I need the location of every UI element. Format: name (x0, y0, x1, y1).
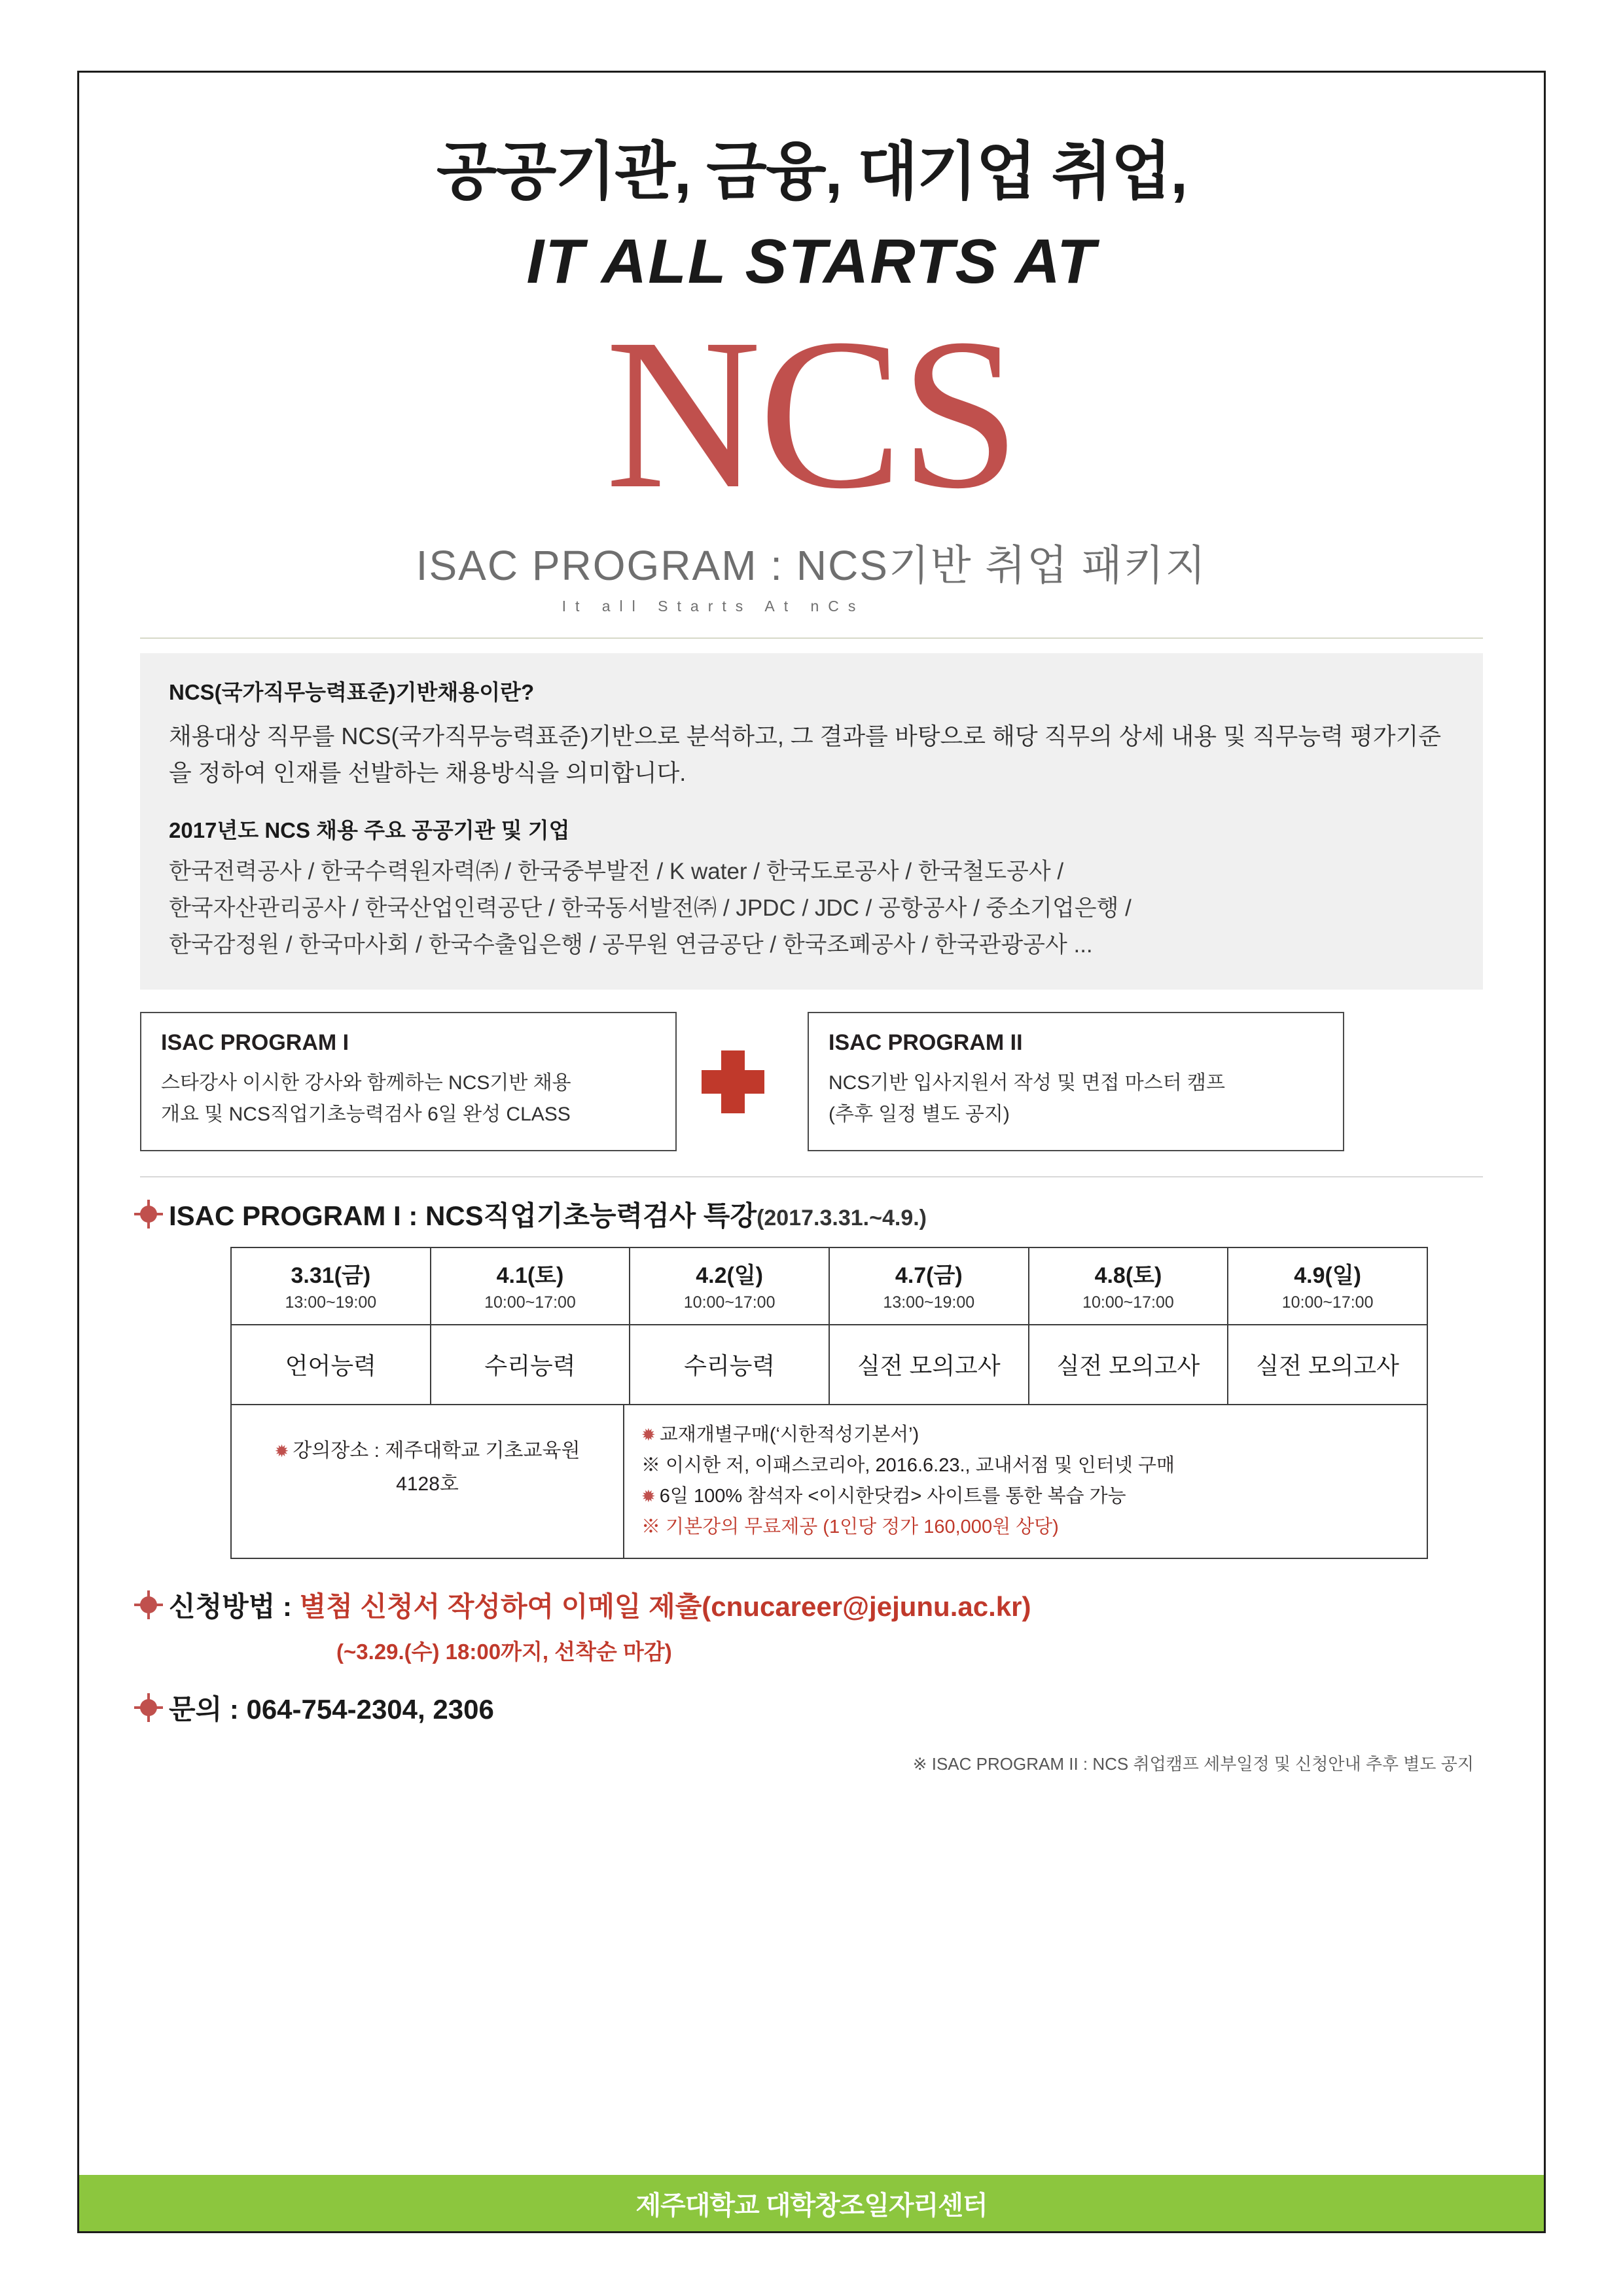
note-row-2 (641, 1450, 1410, 1481)
schedule-time: 10:00~17:00 (683, 1293, 776, 1312)
table-cell-date (231, 1247, 431, 1325)
table-cell-date (431, 1247, 630, 1325)
table-cell-date (630, 1247, 829, 1325)
isac-program-title (140, 532, 1483, 592)
table-cell-subject: 실전 모의고사 (1228, 1325, 1427, 1405)
schedule-time: 13:00~19:00 (883, 1293, 975, 1312)
schedule-time: 10:00~17:00 (484, 1293, 576, 1312)
footer-organization: 제주대학교 대학창조일자리센터 (635, 2191, 988, 2220)
headline-primary: 공공기관, 금융, 대기업 취업, (436, 137, 1187, 207)
note-row-3 (641, 1481, 1410, 1512)
program-card-1 (140, 1012, 677, 1151)
divider-top (140, 637, 1483, 639)
ncs-definition-heading: NCS(국가직무능력표준)기반채용이란? (169, 680, 535, 704)
note-text-2: ※ 이시한 저, 이패스코리아, 2016.6.23., 교내서점 및 인터넷 구매 (641, 1454, 1175, 1476)
venue-line-2: 4128호 (396, 1473, 459, 1495)
ncs-employers-heading: 2017년도 NCS 채용 주요 공공기관 및 기업 (169, 817, 570, 842)
schedule-date: 3.31(금) (291, 1263, 371, 1288)
schedule-notes (230, 1405, 1428, 1560)
schedule-time: 13:00~19:00 (285, 1293, 377, 1312)
headline-secondary: IT ALL STARTS AT (526, 226, 1097, 296)
asterisk-bullet-icon (140, 1699, 157, 1716)
schedule-time: 10:00~17:00 (1082, 1293, 1174, 1312)
schedule-table-wrap (230, 1247, 1428, 1560)
footnote: ※ ISAC PROGRAM II : NCS 취업캠프 세부일정 및 신청안내 추후 별도 공지 (912, 1754, 1474, 1774)
venue-line-1-wrap (245, 1434, 610, 1467)
apply-title (169, 1585, 1031, 1624)
schedule-title (169, 1194, 927, 1234)
schedule-date: 4.8(토) (1094, 1263, 1162, 1288)
ncs-employers-line-3: 한국감정원 / 한국마사회 / 한국수출입은행 / 공무원 연금공단 / 한국조폐공사 / 한국관광공사 ... (169, 931, 1093, 958)
program-card-1-title: ISAC PROGRAM I (161, 1030, 349, 1055)
asterisk-bullet-icon (140, 1596, 157, 1613)
ncs-employers-line-2: 한국자산관리공사 / 한국산업인력공단 / 한국동서발전㈜ / JPDC / JDC / 공항공사 / 중소기업은행 / (169, 895, 1132, 921)
apply-value: 별첨 신청서 작성하여 이메일 제출(cnucareer@jejunu.ac.kr) (299, 1591, 1031, 1623)
table-cell-date (1228, 1247, 1427, 1325)
schedule-table (230, 1247, 1428, 1405)
schedule-date: 4.1(토) (496, 1263, 564, 1288)
table-cell-date (1029, 1247, 1228, 1325)
ncs-info-box (140, 653, 1483, 990)
footer-bar (79, 2175, 1544, 2231)
divider-middle (140, 1176, 1483, 1177)
program-overview-row (140, 1012, 1483, 1151)
program-card-2-title: ISAC PROGRAM II (829, 1030, 1023, 1055)
schedule-date: 4.7(금) (895, 1263, 963, 1288)
contact-label: 문의 : (169, 1694, 247, 1725)
table-cell-date (829, 1247, 1029, 1325)
table-cell-subject: 언어능력 (231, 1325, 431, 1405)
schedule-time: 10:00~17:00 (1281, 1293, 1374, 1312)
sun-bullet-icon: ✹ (274, 1441, 289, 1461)
apply-deadline: (~3.29.(수) 18:00까지, 선착순 마감) (336, 1640, 672, 1664)
schedule-date: 4.2(일) (696, 1263, 764, 1288)
material-notes (624, 1405, 1427, 1558)
table-cell-subject: 실전 모의고사 (1029, 1325, 1228, 1405)
schedule-title-dates: (2017.3.31.~4.9.) (757, 1205, 927, 1230)
sun-bullet-icon: ✹ (641, 1424, 656, 1444)
contact-value: 064-754-2304, 2306 (246, 1694, 494, 1725)
plus-icon (677, 1039, 808, 1124)
table-row-subjects (231, 1325, 1427, 1405)
table-cell-subject: 수리능력 (431, 1325, 630, 1405)
contact-section-heading (140, 1688, 1483, 1727)
apply-section-heading (140, 1585, 1483, 1624)
isac-program-title-text: ISAC PROGRAM : NCS기반 취업 패키지 (416, 542, 1207, 589)
program-card-2-line-2: (추후 일정 별도 공지) (829, 1103, 1010, 1125)
table-cell-subject: 실전 모의고사 (829, 1325, 1029, 1405)
note-row-1 (641, 1420, 1410, 1450)
venue-info (232, 1405, 624, 1558)
program-card-1-line-1: 스타강사 이시한 강사와 함께하는 NCS기반 채용 (161, 1071, 571, 1094)
ncs-logo: NCS (605, 295, 1018, 533)
program-card-1-line-2: 개요 및 NCS직업기초능력검사 6일 완성 CLASS (161, 1103, 571, 1125)
venue-line-1: 강의장소 : 제주대학교 기초교육원 (293, 1439, 580, 1462)
schedule-section-heading (140, 1194, 1483, 1234)
asterisk-bullet-icon (140, 1206, 157, 1223)
table-cell-subject: 수리능력 (630, 1325, 829, 1405)
note-text-1: 교재개별구매(‘시한적성기본서’) (659, 1424, 919, 1445)
schedule-title-text: ISAC PROGRAM I : NCS직업기초능력검사 특강 (169, 1200, 757, 1231)
program-card-2 (808, 1012, 1344, 1151)
ncs-definition-body: 채용대상 직무를 NCS(국가직무능력표준)기반으로 분석하고, 그 결과를 바탕으로 해당 직무의 상세 내용 및 직무능력 평가기준을 정하여 인재를 선발하는 채용방식을 의미합니다. (169, 723, 1442, 786)
table-row-dates (231, 1247, 1427, 1325)
note-row-4 (641, 1512, 1410, 1543)
isac-acronym-expansion: It all Starts At nCs (562, 598, 865, 615)
schedule-date: 4.9(일) (1294, 1263, 1362, 1288)
sun-bullet-icon: ✹ (641, 1486, 656, 1506)
note-text-4: ※ 기본강의 무료제공 (1인당 정가 160,000원 상당) (641, 1516, 1059, 1537)
note-text-3: 6일 100% 참석자 <이시한닷컴> 사이트를 통한 복습 가능 (659, 1485, 1126, 1507)
ncs-employers-line-1: 한국전력공사 / 한국수력원자력㈜ / 한국중부발전 / K water / 한국도로공사 / 한국철도공사 / (169, 858, 1064, 884)
apply-label: 신청방법 : (169, 1591, 300, 1623)
contact-title (169, 1688, 494, 1727)
program-card-2-line-1: NCS기반 입사지원서 작성 및 면접 마스터 캠프 (829, 1071, 1226, 1094)
